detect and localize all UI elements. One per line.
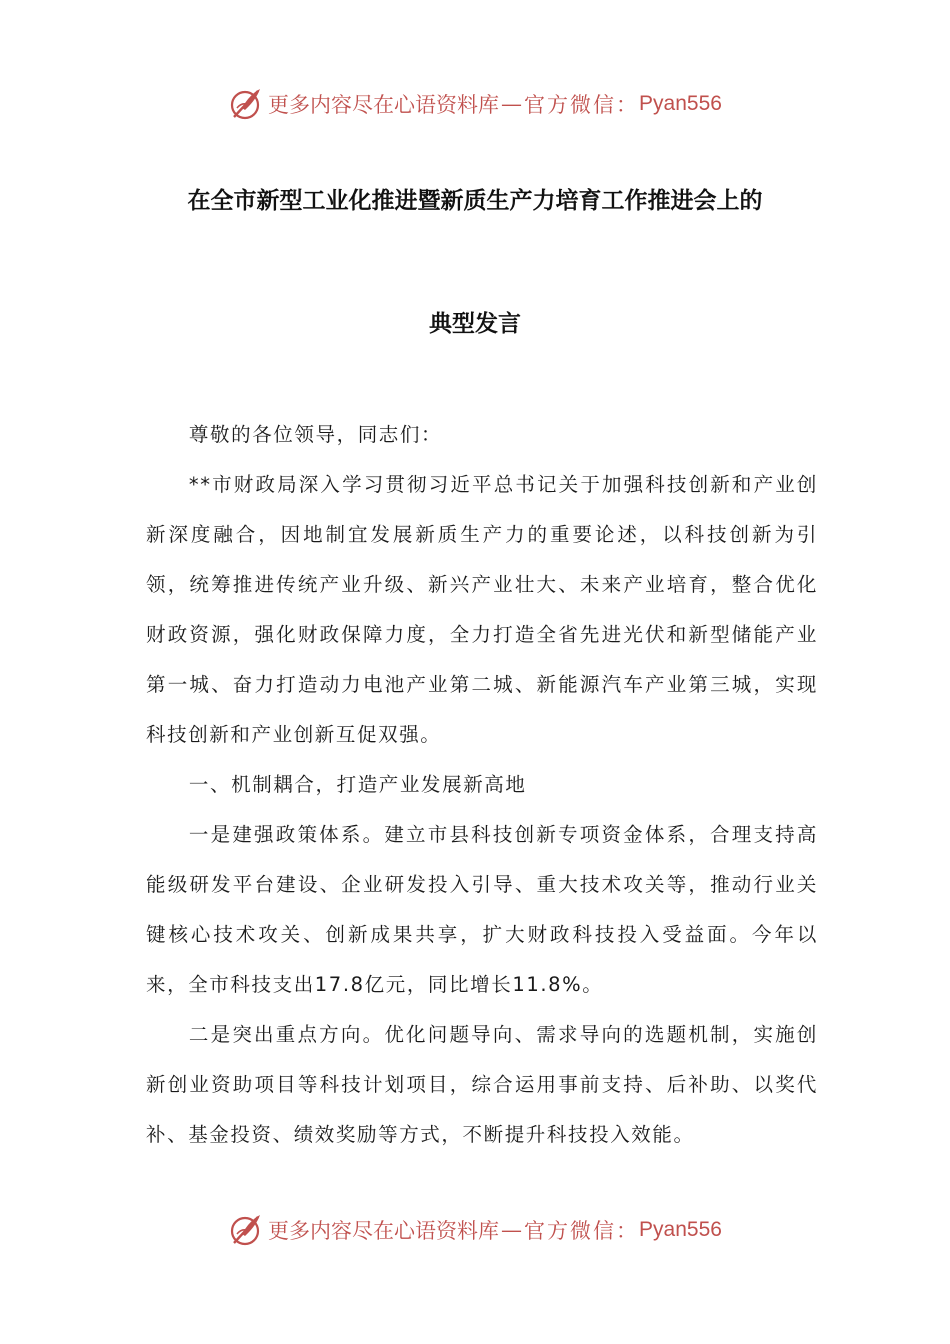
salutation-paragraph: 尊敬的各位领导，同志们： (188, 423, 443, 446)
document-body (146, 410, 818, 1160)
body-paragraph: 一是建强政策体系。建立市县科技创新专项资金体系，合理支持高能级研发平台建设、企业研发投入引导、重大技术攻关等，推动行业关键核心技术攻关、创新成果共享，扩大财政科技投入受益面。今年以来，全市科技支出17.8亿元，同比增长11.8%。 (146, 823, 818, 996)
banner-wechat-label: 官方微信： (524, 1219, 640, 1243)
quill-logo-icon (228, 86, 264, 122)
footer-watermark-banner (0, 1210, 950, 1250)
banner-wechat-label: 官方微信： (524, 93, 640, 117)
document-title-line1: 在全市新型工业化推进暨新质生产力培育工作推进会上的 (187, 188, 763, 214)
banner-wechat-id: Pyan556 (639, 1218, 722, 1241)
document-title-line2: 典型发言 (429, 311, 521, 337)
banner-text: 更多内容尽在心语资料库 (268, 1219, 500, 1243)
quill-logo-icon (228, 1212, 264, 1248)
banner-wechat-id: Pyan556 (639, 92, 722, 115)
section-heading: 一、机制耦合，打造产业发展新高地 (188, 773, 527, 796)
banner-dash: — (501, 92, 523, 116)
body-paragraph: 二是突出重点方向。优化问题导向、需求导向的选题机制，实施创新创业资助项目等科技计划项目，综合运用事前支持、后补助、以奖代补、基金投资、绩效奖励等方式，不断提升科技投入效能。 (146, 1023, 818, 1146)
banner-dash: — (501, 1218, 523, 1242)
intro-paragraph: **市财政局深入学习贯彻习近平总书记关于加强科技创新和产业创新深度融合，因地制宜发展新质生产力的重要论述，以科技创新为引领，统筹推进传统产业升级、新兴产业壮大、未来产业培育，整合优化财政资源，强化财政保障力度，全力打造全省先进光伏和新型储能产业第一城、奋力打造动力电池产业第二城、新能源汽车产业第三城，实现科技创新和产业创新互促双强。 (146, 473, 818, 746)
header-watermark-banner (0, 84, 950, 124)
banner-text: 更多内容尽在心语资料库 (268, 93, 500, 117)
